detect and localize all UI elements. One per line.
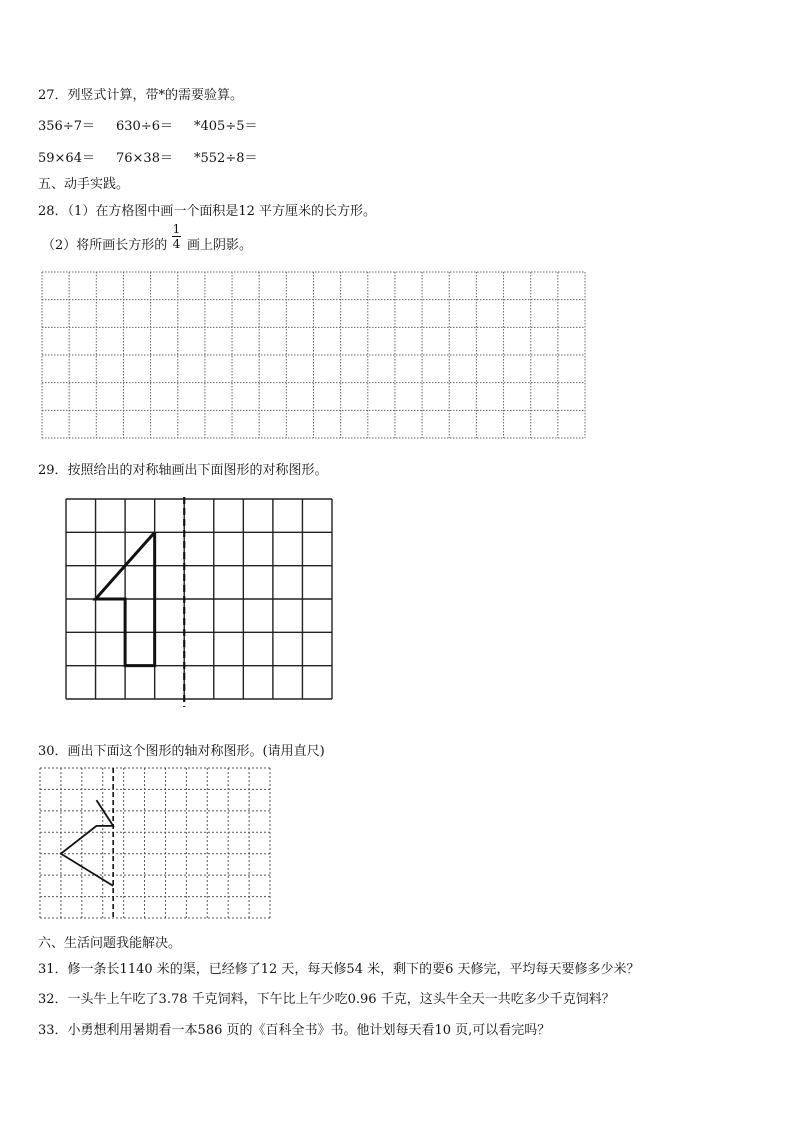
q30-title: 30．画出下面这个图形的轴对称图形。(请用直尺) <box>38 744 325 759</box>
fraction-one-quarter <box>172 223 181 250</box>
q32-text: 32．一头牛上午吃了3.78 千克饲料，下午比上午少吃0.96 千克，这头牛全天一共吃多少千克饲料？ <box>38 992 615 1007</box>
calc-76-mul-38: 76×38＝ <box>116 151 173 166</box>
section-6-heading: 六、生活问题我能解决。 <box>38 936 182 951</box>
q28-part2-prefix: （2）将所画长方形的 <box>42 238 168 253</box>
q28-drawing-grid[interactable] <box>42 272 585 438</box>
q29-symmetry-grid[interactable] <box>66 499 334 709</box>
q29-title: 29．按照给出的对称轴画出下面图形的对称图形。 <box>38 463 328 478</box>
fraction-numerator: 1 <box>172 222 181 236</box>
q28-part1: 28．（1）在方格图中画一个面积是12 平方厘米的长方形。 <box>38 204 376 219</box>
calc-405-div-5: *405÷5＝ <box>194 119 258 134</box>
q28-part2-suffix: 画上阴影。 <box>187 238 253 253</box>
q31-text: 31．修一条长1140 米的渠，已经修了12 天，每天修54 米，剩下的要6 天修完，平均每天要修多少米？ <box>38 962 640 977</box>
q30-symmetry-grid[interactable] <box>40 768 272 922</box>
q33-text: 33．小勇想利用暑期看一本586 页的《百科全书》书。他计划每天看10 页,可以看完吗？ <box>38 1023 551 1038</box>
q27-title: 27．列竖式计算，带*的需要验算。 <box>38 88 244 103</box>
figure-outline <box>61 800 113 886</box>
calc-552-div-8: *552÷8＝ <box>194 151 258 166</box>
calc-59-mul-64: 59×64＝ <box>38 151 95 166</box>
fraction-denominator: 4 <box>172 237 181 251</box>
calc-630-div-6: 630÷6＝ <box>116 119 173 134</box>
calc-356-div-7: 356÷7＝ <box>38 119 95 134</box>
section-5-heading: 五、动手实践。 <box>38 177 130 192</box>
